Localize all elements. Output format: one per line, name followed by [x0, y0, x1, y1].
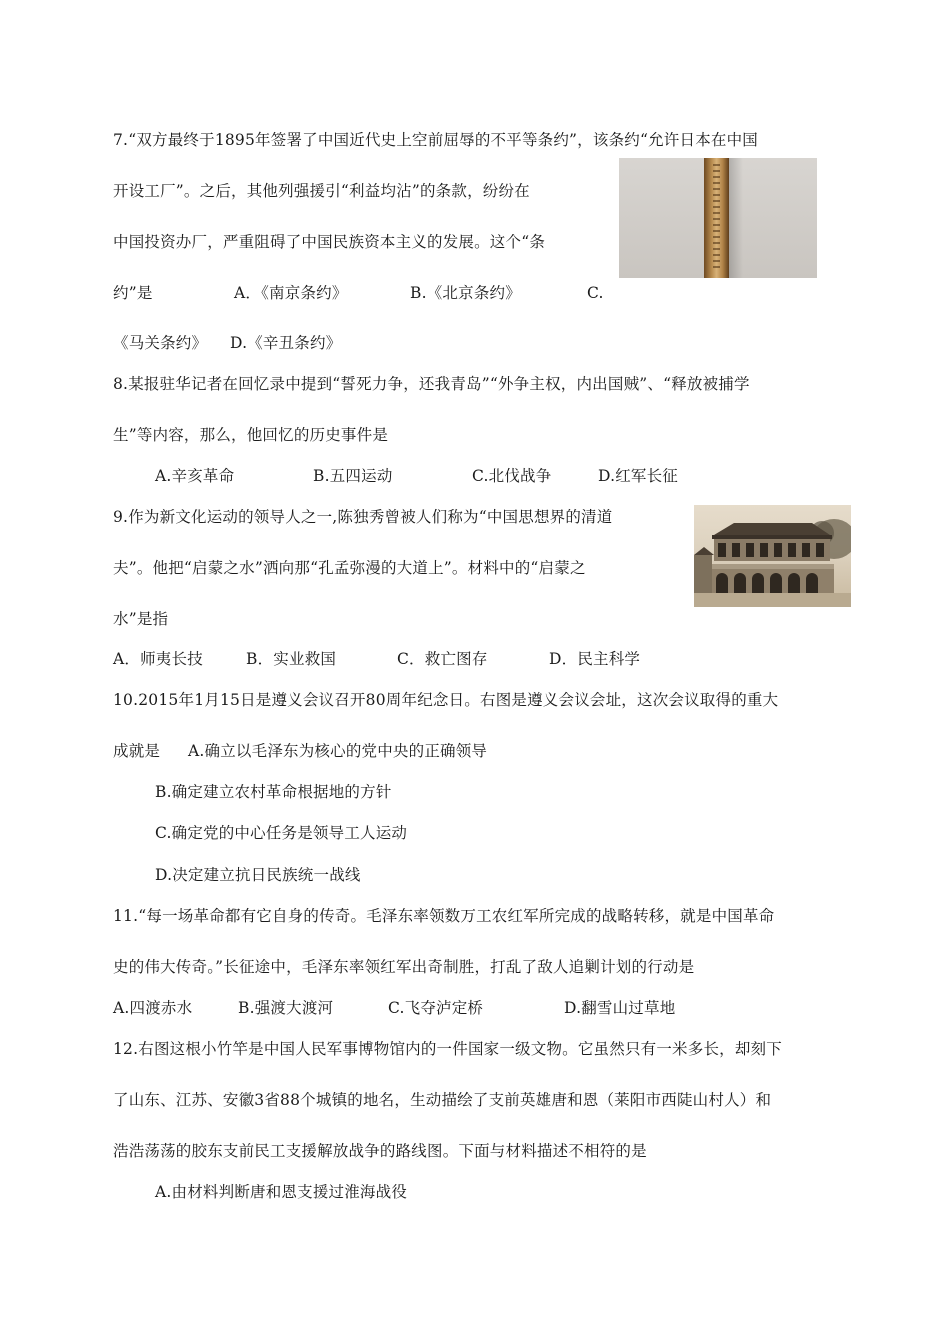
q8-line-2: 生”等内容，那么，他回忆的历史事件是	[113, 426, 389, 444]
q11-line-2: 史的伟大传奇。”长征途中，毛泽东率领红军出奇制胜，打乱了敌人追剿计划的行动是	[113, 958, 695, 976]
zunyi-building-illustration	[694, 505, 851, 607]
q7-option-d: D.《辛丑条约》	[230, 334, 342, 352]
q7-option-a: A．《南京条约》	[234, 284, 348, 302]
q11-line-1: 11.“每一场革命都有它自身的传奇。毛泽东率领数万工农红军所完成的战略转移，就是中国革命	[113, 907, 775, 925]
q9-option-a: A．师夷长技	[113, 650, 203, 668]
q9-option-d: D．民主科学	[549, 650, 641, 668]
q9-option-b: B．实业救国	[246, 650, 337, 668]
q7-line-4-stem: 约”是	[113, 284, 153, 302]
q12-line-3: 浩浩荡荡的胶东支前民工支援解放战争的路线图。下面与材料描述不相符的是	[113, 1142, 647, 1160]
q12-option-a: A.由材料判断唐和恩支援过淮海战役	[155, 1183, 408, 1201]
zunyi-meeting-site-photo	[694, 505, 851, 607]
q9-line-3: 水”是指	[113, 610, 169, 628]
q11-option-a: A.四渡赤水	[113, 999, 193, 1017]
q10-line-2-stem: 成就是	[113, 742, 161, 760]
q8-option-b: B.五四运动	[313, 467, 393, 485]
q12-line-1: 12.右图这根小竹竿是中国人民军事博物馆内的一件国家一级文物。它虽然只有一米多长，却刻下	[113, 1040, 782, 1058]
q7-line-1: 7.“双方最终于1895年签署了中国近代史上空前屈辱的不平等条约”，该条约“允许日本在中国	[113, 131, 759, 149]
q11-option-b: B.强渡大渡河	[238, 999, 334, 1017]
q8-line-1: 8.某报驻华记者在回忆录中提到“誓死力争，还我青岛”“外争主权，内出国贼”、“释放被捕学	[113, 375, 750, 393]
q10-option-a: A.确立以毛泽东为核心的党中央的正确领导	[188, 742, 488, 760]
q7-option-c-label: C.	[587, 284, 604, 302]
q8-option-d: D.红军长征	[598, 467, 679, 485]
q9-option-c: C．救亡图存	[397, 650, 488, 668]
bamboo-pole-photo	[619, 158, 817, 278]
q7-option-b: B.《北京条约》	[410, 284, 521, 302]
q12-line-2: 了山东、江苏、安徽3省88个城镇的地名，生动描绘了支前英雄唐和恩（莱阳市西陡山村人）和	[113, 1091, 772, 1109]
q8-option-c: C.北伐战争	[472, 467, 552, 485]
q10-option-b: B.确定建立农村革命根据地的方针	[155, 783, 392, 801]
q8-option-a: A.辛亥革命	[155, 467, 235, 485]
q10-line-1: 10.2015年1月15日是遵义会议召开80周年纪念日。右图是遵义会议会址，这次会议取得的重大	[113, 691, 779, 709]
q10-option-c: C.确定党的中心任务是领导工人运动	[155, 824, 408, 842]
q7-line-2: 开设工厂”。之后，其他列强援引“利益均沾”的条款，纷纷在	[113, 182, 530, 200]
q7-option-c-text: 《马关条约》	[113, 334, 208, 352]
q10-option-d: D.决定建立抗日民族统一战线	[155, 866, 361, 884]
q9-line-1: 9.作为新文化运动的领导人之一,陈独秀曾被人们称为“中国思想界的清道	[113, 508, 613, 526]
q9-line-2: 夫”。他把“启蒙之水”洒向那“孔孟弥漫的大道上”。材料中的“启蒙之	[113, 559, 586, 577]
q7-line-3: 中国投资办厂，严重阻碍了中国民族资本主义的发展。这个“条	[113, 233, 546, 251]
q11-option-c: C.飞夺泸定桥	[388, 999, 484, 1017]
q11-option-d: D.翻雪山过草地	[564, 999, 676, 1017]
